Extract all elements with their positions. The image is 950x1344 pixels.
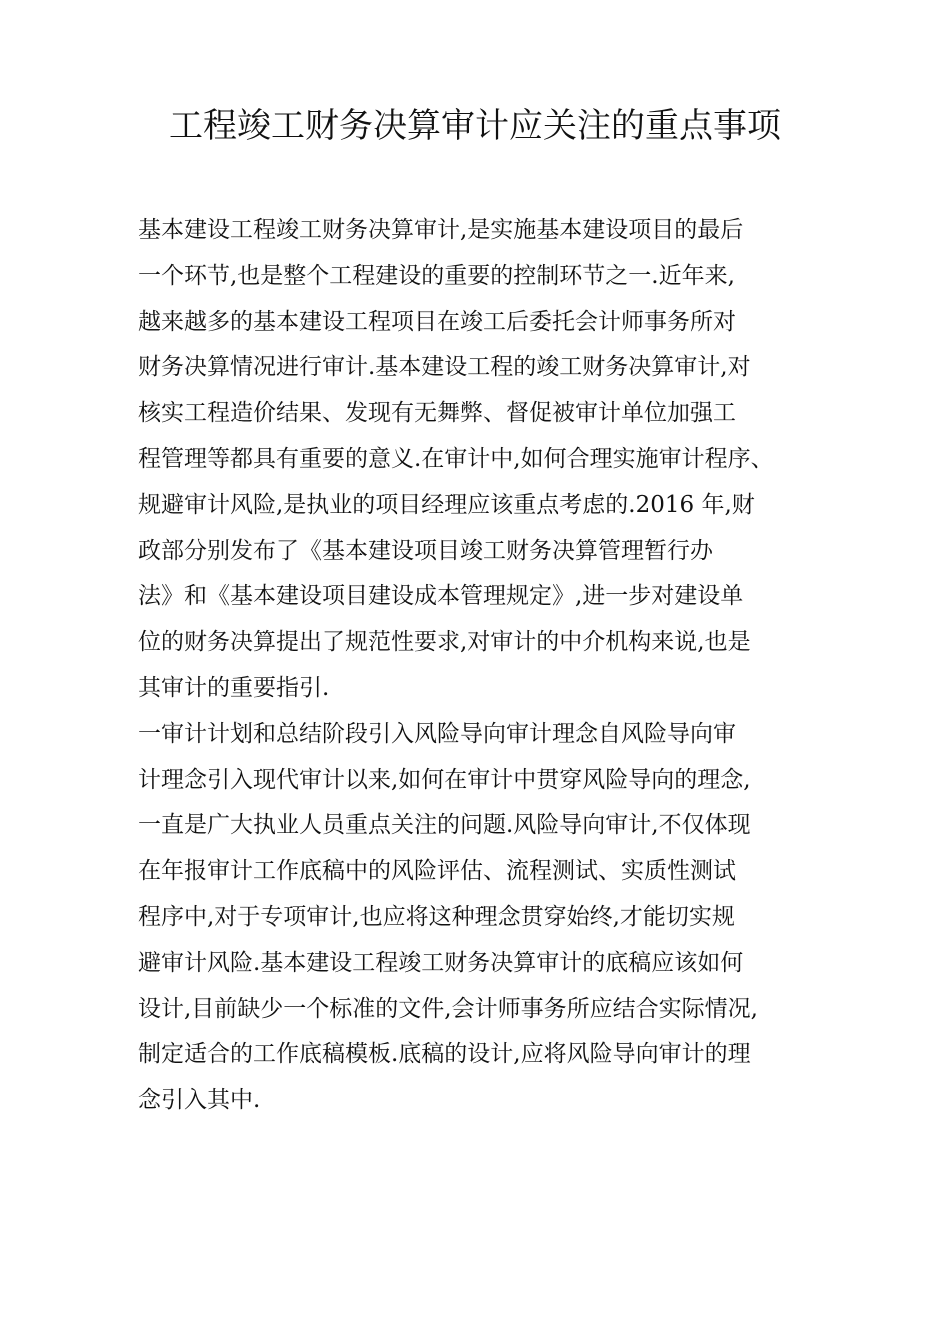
body-line: 财务决算情况进行审计.基本建设工程的竣工财务决算审计,对 <box>138 354 751 381</box>
document-body <box>138 208 838 1124</box>
section-heading-line: 一审计计划和总结阶段引入风险导向审计理念自风险导向审 <box>138 720 736 747</box>
body-line: 法》和《基本建设项目建设成本管理规定》,进一步对建设单 <box>138 583 744 610</box>
body-line: 程序中,对于专项审计,也应将这种理念贯穿始终,才能切实规 <box>138 903 735 930</box>
body-line: 避审计风险.基本建设工程竣工财务决算审计的底稿应该如何 <box>138 949 744 976</box>
body-line: 核实工程造价结果、发现有无舞弊、督促被审计单位加强工 <box>138 400 736 427</box>
body-line: 位的财务决算提出了规范性要求,对审计的中介机构来说,也是 <box>138 629 751 656</box>
body-line: 规避审计风险,是执业的项目经理应该重点考虑的.2016 年,财 <box>138 491 755 518</box>
body-line: 其审计的重要指引. <box>138 674 330 701</box>
body-line: 在年报审计工作底稿中的风险评估、流程测试、实质性测试 <box>138 858 736 885</box>
body-line: 设计,目前缺少一个标准的文件,会计师事务所应结合实际情况, <box>138 995 758 1022</box>
body-line: 念引入其中. <box>138 1087 261 1114</box>
body-line: 基本建设工程竣工财务决算审计,是实施基本建设项目的最后 <box>138 217 744 243</box>
body-line: 一直是广大执业人员重点关注的问题.风险导向审计,不仅体现 <box>138 812 751 839</box>
document-title: 工程竣工财务决算审计应关注的重点事项 <box>169 106 781 146</box>
body-line: 程管理等都具有重要的意义.在审计中,如何合理实施审计程序、 <box>138 445 774 472</box>
body-line: 制定适合的工作底稿模板.底稿的设计,应将风险导向审计的理 <box>138 1041 751 1068</box>
body-line: 计理念引入现代审计以来,如何在审计中贯穿风险导向的理念, <box>138 766 751 793</box>
body-line: 政部分别发布了《基本建设项目竣工财务决算管理暂行办 <box>138 537 713 564</box>
body-line: 越来越多的基本建设工程项目在竣工后委托会计师事务所对 <box>138 308 736 335</box>
body-line: 一个环节,也是整个工程建设的重要的控制环节之一.近年来, <box>138 262 735 289</box>
